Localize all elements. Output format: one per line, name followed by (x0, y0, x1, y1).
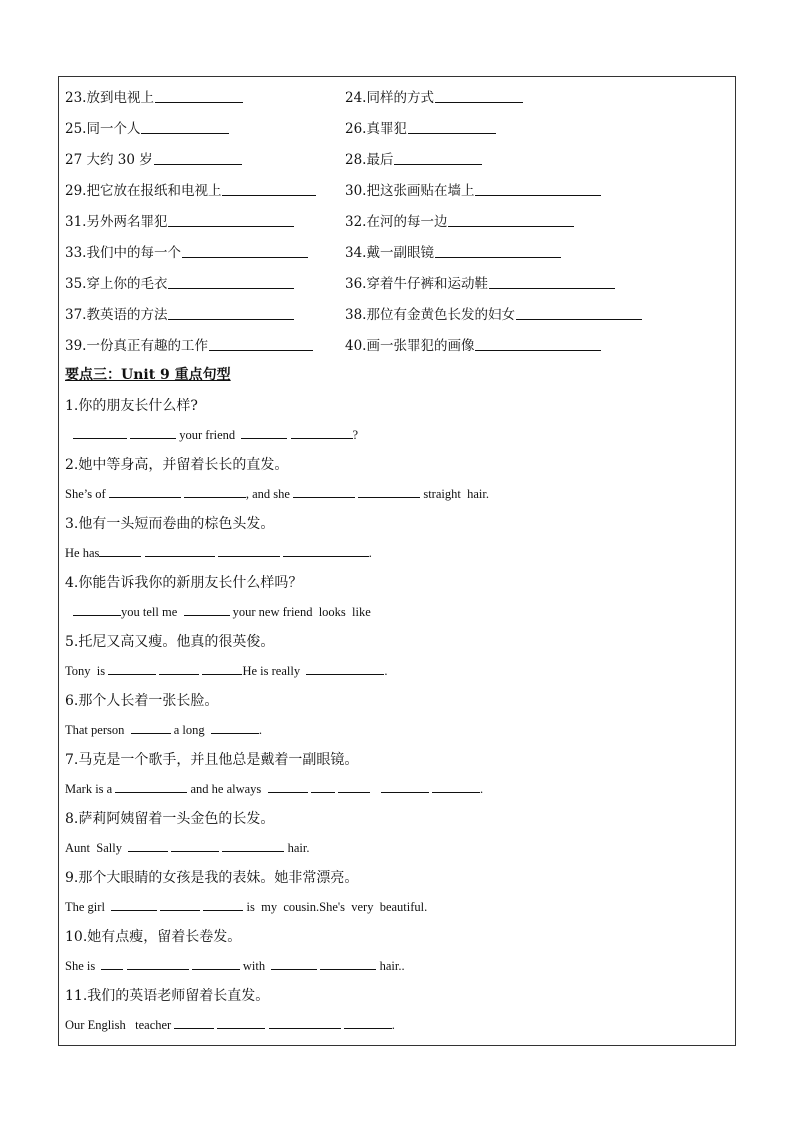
vocab-row (65, 173, 725, 204)
answer-blank[interactable] (101, 957, 123, 970)
sentence-chinese: 3.他有一头短而卷曲的棕色头发。 (65, 516, 275, 532)
sentence-english (65, 656, 725, 687)
answer-blank[interactable] (182, 244, 308, 258)
answer-blank[interactable] (475, 337, 601, 351)
answer-blank[interactable] (344, 1016, 392, 1029)
sentence-english (65, 774, 725, 805)
sentence-chinese: 1.你的朋友长什么样? (65, 398, 198, 414)
sentence-chinese: 6.那个人长着一张长脸。 (65, 693, 219, 709)
sentence-chinese: 9.那个大眼睛的女孩是我的表妹。她非常漂亮。 (65, 870, 359, 886)
answer-blank[interactable] (127, 957, 189, 970)
sentence-text: straight hair. (420, 487, 489, 501)
answer-blank[interactable] (141, 120, 229, 134)
sentence-text: hair.. (376, 959, 405, 973)
sentence-english (65, 951, 725, 982)
answer-blank[interactable] (171, 839, 219, 852)
answer-blank[interactable] (154, 151, 242, 165)
sentence-chinese: 4.你能告诉我你的新朋友长什么样吗？ (65, 575, 303, 591)
sentence-text: . (368, 546, 372, 560)
sentence-chinese: 2.她中等身高，并留着长长的直发。 (65, 457, 289, 473)
vocab-prompt: 37.教英语的方法 (65, 306, 168, 323)
answer-blank[interactable] (222, 182, 316, 196)
answer-blank[interactable] (448, 213, 574, 227)
sentence-english (65, 833, 725, 864)
sentence-text: a long (170, 723, 211, 737)
sentence-text: with (239, 959, 272, 973)
sentence-text: Our English teacher (65, 1018, 175, 1032)
answer-blank[interactable] (211, 721, 259, 734)
answer-blank[interactable] (269, 1016, 341, 1029)
sentence-text: That person (65, 723, 131, 737)
vocab-row (65, 297, 725, 328)
sentence-text: ? (352, 428, 359, 442)
section-title: 要点三：Unit 9 重点句型 (65, 367, 231, 383)
vocab-prompt: 33.我们中的每一个 (65, 244, 181, 261)
sentence-english (65, 479, 725, 510)
answer-blank[interactable] (202, 662, 242, 675)
sentence-text: She is (65, 959, 102, 973)
sentence-english (65, 538, 725, 569)
sentence-text: He is really (242, 664, 307, 678)
answer-blank[interactable] (111, 898, 157, 911)
answer-blank[interactable] (283, 544, 369, 557)
answer-blank[interactable] (155, 89, 243, 103)
answer-blank[interactable] (168, 306, 294, 320)
answer-blank[interactable] (358, 485, 420, 498)
answer-blank[interactable] (184, 603, 230, 616)
sentence-text: and he always (187, 782, 268, 796)
vocab-prompt: 29.把它放在报纸和电视上 (65, 182, 222, 199)
vocab-prompt: 25.同一个人 (65, 120, 141, 137)
sentence-text: is my cousin.She's very beautiful. (243, 900, 428, 914)
answer-blank[interactable] (168, 213, 294, 227)
sentence-text: hair. (284, 841, 310, 855)
vocab-prompt: 34.戴一副眼镜 (345, 244, 434, 261)
answer-blank[interactable] (475, 182, 601, 196)
sentence-text: . (391, 1018, 395, 1032)
sentence-chinese: 5.托尼又高又瘦。他真的很英俊。 (65, 634, 275, 650)
vocab-prompt: 36.穿着牛仔裤和运动鞋 (345, 275, 488, 292)
answer-blank[interactable] (311, 780, 335, 793)
answer-blank[interactable] (128, 839, 168, 852)
sentence-chinese: 7.马克是一个歌手，并且他总是戴着一副眼镜。 (65, 752, 359, 768)
answer-blank[interactable] (222, 839, 284, 852)
sentence-english (65, 715, 725, 746)
vocab-row (65, 204, 725, 235)
answer-blank[interactable] (435, 244, 561, 258)
answer-blank[interactable] (192, 957, 240, 970)
answer-blank[interactable] (435, 89, 523, 103)
sentence-text: He has (65, 546, 100, 560)
answer-blank[interactable] (271, 957, 317, 970)
answer-blank[interactable] (268, 780, 308, 793)
sentence-text: The girl (65, 900, 112, 914)
answer-blank[interactable] (99, 544, 141, 557)
vocab-prompt: 26.真罪犯 (345, 120, 407, 137)
answer-blank[interactable] (168, 275, 294, 289)
vocab-row (65, 328, 725, 359)
sentence-text: your friend (176, 428, 239, 442)
sentence-text: Aunt Sally (65, 841, 129, 855)
sentence-text: , and she (245, 487, 294, 501)
answer-blank[interactable] (115, 780, 187, 793)
sentence-list (65, 392, 725, 1041)
answer-blank[interactable] (381, 780, 429, 793)
vocab-list (65, 80, 725, 359)
vocab-prompt: 35.穿上你的毛衣 (65, 275, 168, 292)
vocab-prompt: 24.同样的方式 (345, 89, 434, 106)
answer-blank[interactable] (217, 1016, 265, 1029)
answer-blank[interactable] (218, 544, 280, 557)
answer-blank[interactable] (159, 662, 199, 675)
vocab-row (65, 111, 725, 142)
answer-blank[interactable] (408, 120, 496, 134)
sentence-text: you tell me (121, 605, 181, 619)
sentence-english (65, 420, 725, 451)
answer-blank[interactable] (130, 426, 176, 439)
sentence-chinese: 8.萨莉阿姨留着一头金色的长发。 (65, 811, 275, 827)
answer-blank[interactable] (131, 721, 171, 734)
vocab-prompt: 40.画一张罪犯的画像 (345, 337, 475, 354)
vocab-prompt: 32.在河的每一边 (345, 213, 448, 230)
answer-blank[interactable] (73, 603, 121, 616)
vocab-row (65, 80, 725, 111)
sentence-text: your new friend looks like (229, 605, 371, 619)
sentence-text: She’s of (65, 487, 109, 501)
answer-blank[interactable] (241, 426, 287, 439)
answer-blank[interactable] (516, 306, 642, 320)
sentence-text: Tony is (65, 664, 109, 678)
sentence-english (65, 892, 725, 923)
answer-blank[interactable] (108, 662, 156, 675)
sentence-english (65, 597, 725, 628)
answer-blank[interactable] (145, 544, 215, 557)
sentence-text: Mark is a (65, 782, 116, 796)
answer-blank[interactable] (432, 780, 480, 793)
answer-blank[interactable] (293, 485, 355, 498)
answer-blank[interactable] (291, 426, 353, 439)
vocab-prompt: 38.那位有金黄色长发的妇女 (345, 306, 515, 323)
answer-blank[interactable] (306, 662, 384, 675)
vocab-row (65, 142, 725, 173)
vocab-prompt: 23.放到电视上 (65, 89, 154, 106)
answer-blank[interactable] (174, 1016, 214, 1029)
answer-blank[interactable] (394, 151, 482, 165)
answer-blank[interactable] (209, 337, 313, 351)
sentence-text: . (384, 664, 388, 678)
answer-blank[interactable] (320, 957, 376, 970)
answer-blank[interactable] (184, 485, 246, 498)
sentence-chinese: 11.我们的英语老师留着长直发。 (65, 988, 270, 1004)
vocab-row (65, 266, 725, 297)
sentence-text: . (258, 723, 263, 737)
sentence-text: . (480, 782, 484, 796)
vocab-prompt: 39.一份真正有趣的工作 (65, 337, 208, 354)
sentence-english (65, 1010, 725, 1041)
vocab-prompt: 30.把这张画贴在墙上 (345, 182, 475, 199)
vocab-row (65, 235, 725, 266)
answer-blank[interactable] (160, 898, 200, 911)
answer-blank[interactable] (203, 898, 243, 911)
vocab-prompt: 27 大约 30 岁 (65, 151, 153, 168)
answer-blank[interactable] (73, 426, 127, 439)
answer-blank[interactable] (109, 485, 181, 498)
answer-blank[interactable] (338, 780, 370, 793)
vocab-prompt: 28.最后 (345, 151, 394, 168)
sentence-chinese: 10.她有点瘦，留着长卷发。 (65, 929, 242, 945)
vocab-prompt: 31.另外两名罪犯 (65, 213, 168, 230)
answer-blank[interactable] (489, 275, 615, 289)
